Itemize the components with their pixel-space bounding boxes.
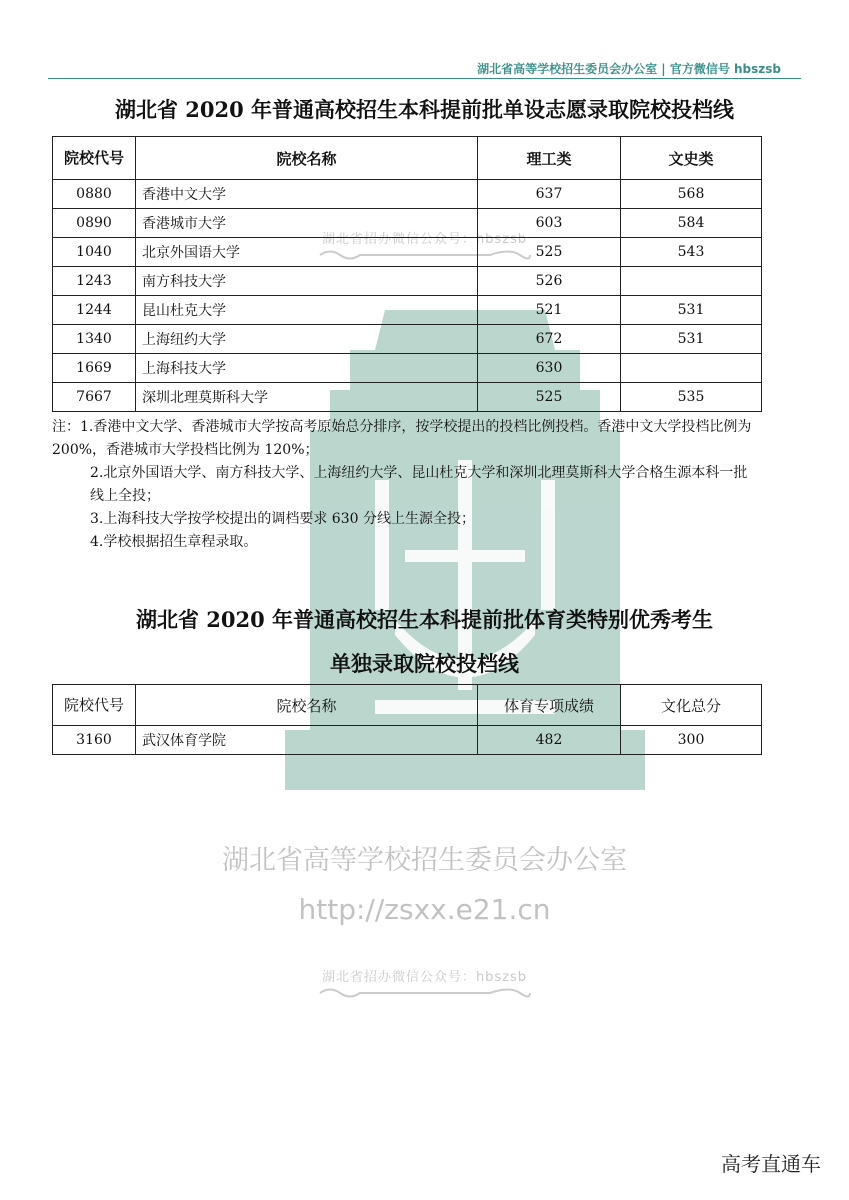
row-sci: 525 (478, 238, 621, 267)
page-header (48, 56, 801, 79)
table-row (53, 354, 762, 383)
note-item: 2.北京外国语大学、南方科技大学、上海纽约大学、昆山杜克大学和深圳北理莫斯科大学合格生源本科一批线上全投； (90, 465, 748, 504)
row-code: 1340 (53, 325, 136, 354)
table-row (53, 267, 762, 296)
table2-header-row (53, 685, 762, 726)
header-code: 院校代号 (53, 137, 136, 180)
table-row (53, 325, 762, 354)
note-item: 3.上海科技大学按学校提出的调档要求 630 分线上生源全投； (90, 511, 475, 527)
header-text: 湖北省高等学校招生委员会办公室 | 官方微信号 hbszsb (477, 62, 781, 76)
watermark-wechat-text-bottom: 湖北省招办微信公众号：hbszsb (321, 970, 528, 985)
header-name: 院校名称 (136, 685, 478, 726)
table-row (53, 383, 762, 412)
table-row (53, 238, 762, 267)
row-name: 深圳北理莫斯科大学 (136, 383, 478, 412)
row-code: 0890 (53, 209, 136, 238)
header-culture: 文化总分 (621, 685, 762, 726)
row-sci: 637 (478, 180, 621, 209)
row-name: 上海纽约大学 (136, 325, 478, 354)
row-arts: 584 (621, 209, 762, 238)
table2-title-line2: 单独录取院校投档线 (330, 651, 519, 676)
row-arts: 543 (621, 238, 762, 267)
row-arts: 531 (621, 325, 762, 354)
table1-title: 湖北省 2020 年普通高校招生本科提前批单设志愿录取院校投档线 (114, 97, 735, 122)
row-sci: 525 (478, 383, 621, 412)
row-code: 1669 (53, 354, 136, 383)
table2-title-line1: 湖北省 2020 年普通高校招生本科提前批体育类特别优秀考生 (135, 607, 714, 632)
watermark-scroll-icon-bottom (310, 986, 540, 1000)
note-item: 4.学校根据招生章程录取。 (90, 534, 258, 550)
row-sci: 630 (478, 354, 621, 383)
row-sci: 603 (478, 209, 621, 238)
row-sci: 521 (478, 296, 621, 325)
watermark-wechat-text: 湖北省招办微信公众号：hbszsb (321, 232, 528, 247)
row-code: 1243 (53, 267, 136, 296)
table-row (53, 180, 762, 209)
header-sci: 理工类 (478, 137, 621, 180)
row-name: 北京外国语大学 (136, 238, 478, 267)
table1-header-row (53, 137, 762, 180)
row-arts (621, 354, 762, 383)
watermark-org-name: 湖北省高等学校招生委员会办公室 (222, 845, 627, 876)
row-code: 3160 (53, 726, 136, 755)
row-name: 武汉体育学院 (136, 726, 478, 755)
row-arts: 535 (621, 383, 762, 412)
row-arts: 568 (621, 180, 762, 209)
header-arts: 文史类 (621, 137, 762, 180)
table1 (52, 136, 762, 412)
footer-brand: 高考直通车 (721, 1152, 821, 1176)
note-item: 注：1.香港中文大学、香港城市大学按高考原始总分排序，按学校提出的投档比例投档。香港中文大学投档比例为 200%，香港城市大学投档比例为 120%； (52, 419, 752, 458)
row-code: 1244 (53, 296, 136, 325)
row-code: 0880 (53, 180, 136, 209)
watermark-url: http://zsxx.e21.cn (298, 893, 551, 926)
row-sci: 526 (478, 267, 621, 296)
row-name: 香港中文大学 (136, 180, 478, 209)
row-code: 7667 (53, 383, 136, 412)
header-code: 院校代号 (53, 685, 136, 726)
row-name: 上海科技大学 (136, 354, 478, 383)
header-sport: 体育专项成绩 (478, 685, 621, 726)
table-row (53, 726, 762, 755)
row-arts: 531 (621, 296, 762, 325)
row-name: 昆山杜克大学 (136, 296, 478, 325)
table-row (53, 296, 762, 325)
row-sport: 482 (478, 726, 621, 755)
table-row (53, 209, 762, 238)
row-culture: 300 (621, 726, 762, 755)
row-arts (621, 267, 762, 296)
row-name: 南方科技大学 (136, 267, 478, 296)
row-sci: 672 (478, 325, 621, 354)
header-name: 院校名称 (136, 137, 478, 180)
row-code: 1040 (53, 238, 136, 267)
table2 (52, 684, 762, 755)
notes-section (52, 416, 752, 554)
row-name: 香港城市大学 (136, 209, 478, 238)
